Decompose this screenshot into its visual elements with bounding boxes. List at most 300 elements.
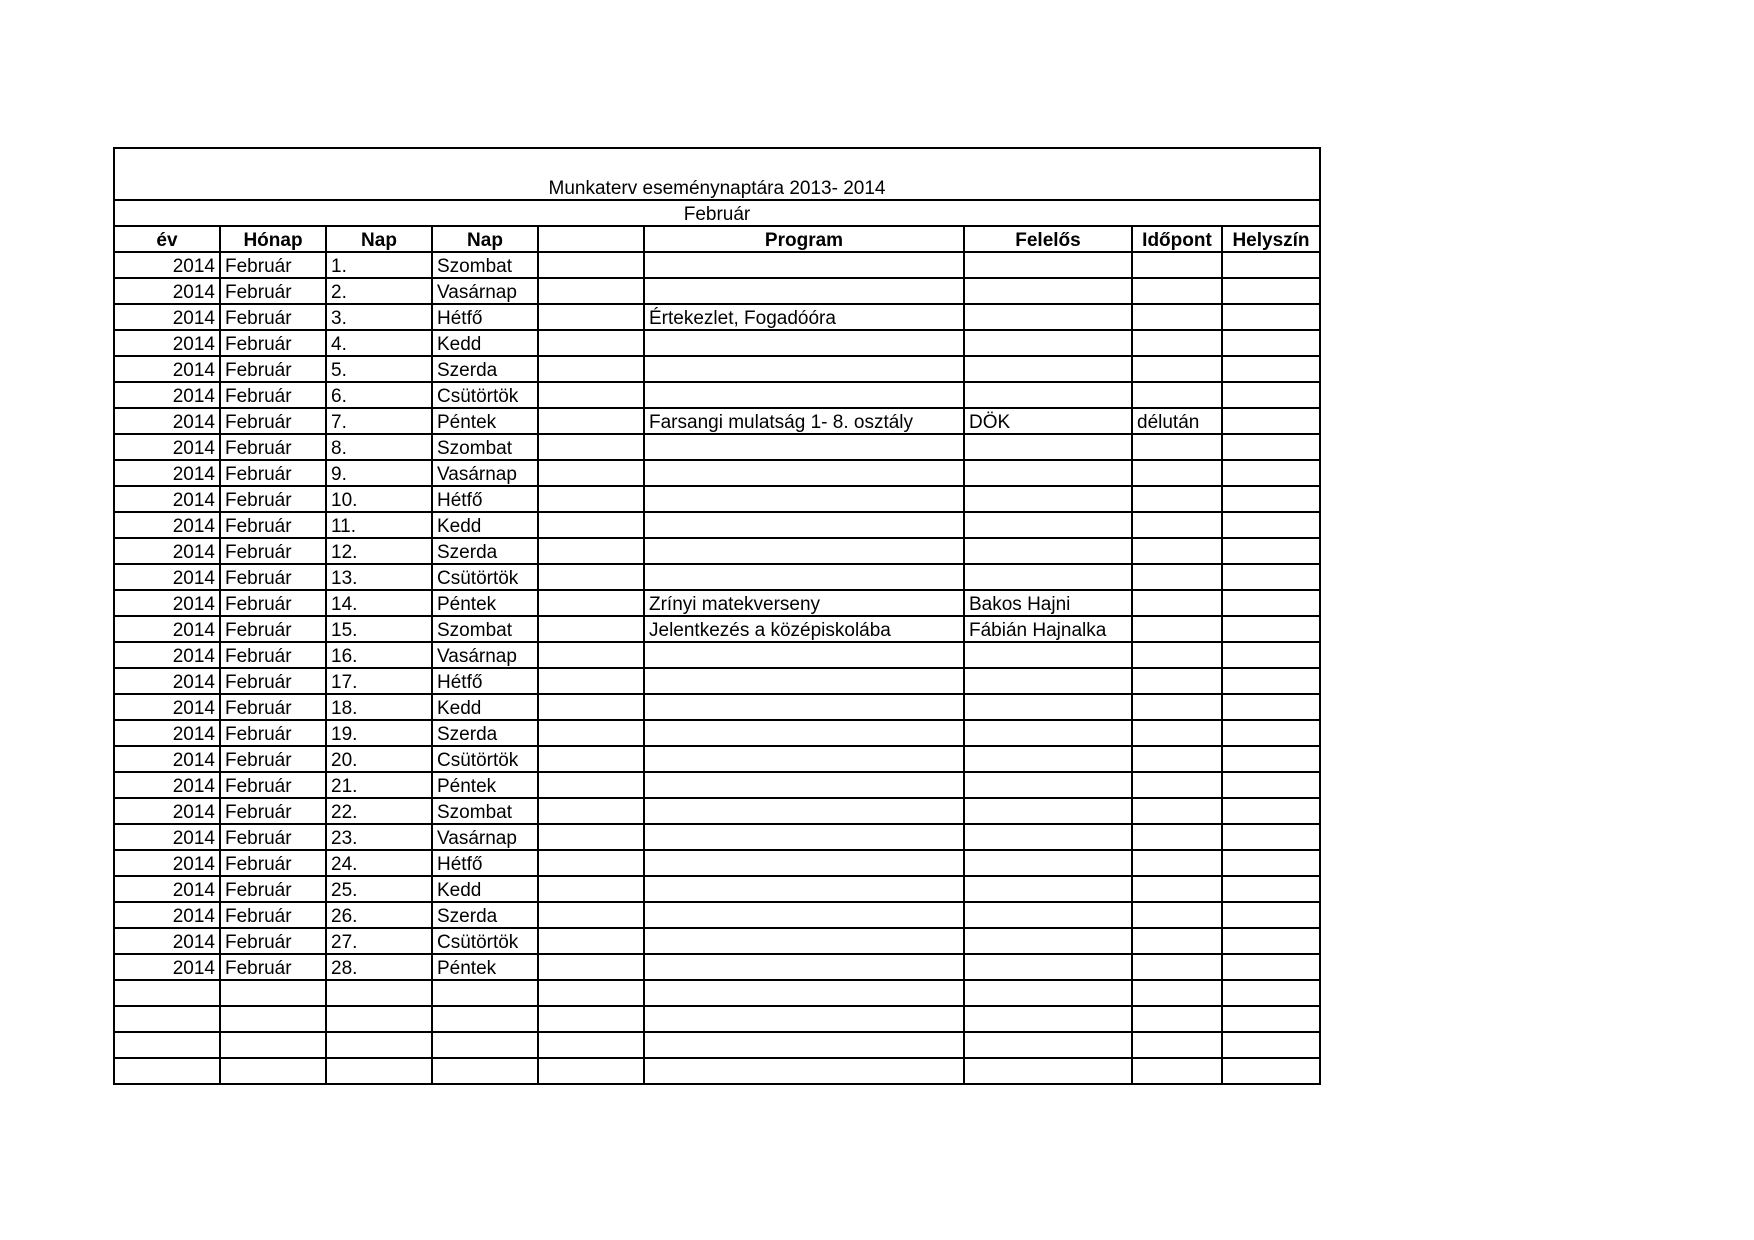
day-cell: 13. (326, 564, 432, 590)
extra-cell (538, 1032, 644, 1058)
year-cell: 2014 (114, 824, 220, 850)
program-cell (644, 954, 964, 980)
program-cell (644, 668, 964, 694)
table-row (114, 746, 1320, 772)
time-cell (1132, 902, 1222, 928)
month-cell: Február (220, 642, 326, 668)
day-cell: 15. (326, 616, 432, 642)
year-cell: 2014 (114, 382, 220, 408)
weekday-cell (432, 1032, 538, 1058)
column-header: Időpont (1132, 226, 1222, 252)
time-cell (1132, 1032, 1222, 1058)
table-row (114, 928, 1320, 954)
month-cell (220, 1006, 326, 1032)
title-row (114, 148, 1320, 200)
table-row (114, 850, 1320, 876)
location-cell (1222, 304, 1320, 330)
month-cell: Február (220, 668, 326, 694)
day-cell: 21. (326, 772, 432, 798)
table-row (114, 902, 1320, 928)
weekday-cell: Péntek (432, 772, 538, 798)
time-cell (1132, 954, 1222, 980)
weekday-cell: Szombat (432, 798, 538, 824)
weekday-cell: Kedd (432, 694, 538, 720)
location-cell (1222, 616, 1320, 642)
extra-cell (538, 278, 644, 304)
year-cell: 2014 (114, 304, 220, 330)
time-cell (1132, 538, 1222, 564)
time-cell (1132, 928, 1222, 954)
weekday-cell: Hétfő (432, 850, 538, 876)
extra-cell (538, 304, 644, 330)
event-calendar-table (113, 147, 1321, 1085)
extra-cell (538, 980, 644, 1006)
weekday-cell: Szombat (432, 434, 538, 460)
responsible-cell (964, 928, 1132, 954)
extra-cell (538, 252, 644, 278)
location-cell (1222, 1006, 1320, 1032)
location-cell (1222, 668, 1320, 694)
time-cell (1132, 876, 1222, 902)
program-cell (644, 356, 964, 382)
location-cell (1222, 824, 1320, 850)
extra-cell (538, 330, 644, 356)
weekday-cell: Szerda (432, 356, 538, 382)
responsible-cell (964, 746, 1132, 772)
program-cell (644, 928, 964, 954)
month-cell: Február (220, 850, 326, 876)
time-cell (1132, 278, 1222, 304)
location-cell (1222, 850, 1320, 876)
program-cell (644, 720, 964, 746)
year-cell: 2014 (114, 330, 220, 356)
year-cell: 2014 (114, 616, 220, 642)
time-cell (1132, 668, 1222, 694)
day-cell (326, 1058, 432, 1084)
month-cell: Február (220, 252, 326, 278)
location-cell (1222, 330, 1320, 356)
day-cell (326, 1006, 432, 1032)
table-row (114, 486, 1320, 512)
responsible-cell (964, 304, 1132, 330)
year-cell: 2014 (114, 720, 220, 746)
program-cell (644, 252, 964, 278)
table-row (114, 330, 1320, 356)
responsible-cell: Fábián Hajnalka (964, 616, 1132, 642)
day-cell: 20. (326, 746, 432, 772)
day-cell: 24. (326, 850, 432, 876)
month-cell: Február (220, 382, 326, 408)
time-cell (1132, 590, 1222, 616)
weekday-cell: Vasárnap (432, 460, 538, 486)
month-cell: Február (220, 928, 326, 954)
responsible-cell (964, 824, 1132, 850)
program-cell: Farsangi mulatság 1- 8. osztály (644, 408, 964, 434)
time-cell (1132, 434, 1222, 460)
time-cell: délután (1132, 408, 1222, 434)
program-cell (644, 746, 964, 772)
month-cell (220, 980, 326, 1006)
time-cell (1132, 746, 1222, 772)
time-cell (1132, 694, 1222, 720)
program-cell (644, 850, 964, 876)
table-row (114, 252, 1320, 278)
location-cell (1222, 928, 1320, 954)
month-cell: Február (220, 408, 326, 434)
extra-cell (538, 356, 644, 382)
program-cell (644, 772, 964, 798)
month-cell: Február (220, 772, 326, 798)
extra-cell (538, 876, 644, 902)
year-cell: 2014 (114, 486, 220, 512)
day-cell: 26. (326, 902, 432, 928)
weekday-cell: Vasárnap (432, 824, 538, 850)
extra-cell (538, 642, 644, 668)
table-row (114, 616, 1320, 642)
program-cell (644, 278, 964, 304)
day-cell: 23. (326, 824, 432, 850)
time-cell (1132, 1058, 1222, 1084)
month-cell (220, 1058, 326, 1084)
year-cell: 2014 (114, 408, 220, 434)
responsible-cell (964, 538, 1132, 564)
day-cell: 25. (326, 876, 432, 902)
extra-cell (538, 590, 644, 616)
weekday-cell: Szerda (432, 720, 538, 746)
responsible-cell (964, 460, 1132, 486)
weekday-cell: Szombat (432, 252, 538, 278)
extra-cell (538, 720, 644, 746)
year-cell: 2014 (114, 928, 220, 954)
program-cell (644, 980, 964, 1006)
responsible-cell (964, 1058, 1132, 1084)
extra-cell (538, 772, 644, 798)
day-cell: 5. (326, 356, 432, 382)
year-cell (114, 1006, 220, 1032)
location-cell (1222, 512, 1320, 538)
program-cell (644, 382, 964, 408)
year-cell: 2014 (114, 642, 220, 668)
extra-cell (538, 512, 644, 538)
extra-cell (538, 616, 644, 642)
year-cell: 2014 (114, 590, 220, 616)
column-header: Helyszín (1222, 226, 1320, 252)
responsible-cell: Bakos Hajni (964, 590, 1132, 616)
program-cell (644, 460, 964, 486)
year-cell: 2014 (114, 434, 220, 460)
month-cell: Február (220, 278, 326, 304)
day-cell: 1. (326, 252, 432, 278)
day-cell: 22. (326, 798, 432, 824)
table-row (114, 408, 1320, 434)
month-cell: Február (220, 434, 326, 460)
program-cell (644, 1058, 964, 1084)
time-cell (1132, 642, 1222, 668)
responsible-cell (964, 382, 1132, 408)
weekday-cell: Hétfő (432, 486, 538, 512)
responsible-cell (964, 954, 1132, 980)
table-row (114, 1058, 1320, 1084)
time-cell (1132, 850, 1222, 876)
sheet-title: Munkaterv eseménynaptára 2013- 2014 (114, 148, 1320, 200)
day-cell: 28. (326, 954, 432, 980)
program-cell (644, 330, 964, 356)
table-row (114, 720, 1320, 746)
location-cell (1222, 252, 1320, 278)
weekday-cell: Csütörtök (432, 564, 538, 590)
month-cell: Február (220, 798, 326, 824)
location-cell (1222, 954, 1320, 980)
weekday-cell: Vasárnap (432, 642, 538, 668)
table-row (114, 1032, 1320, 1058)
month-cell: Február (220, 876, 326, 902)
extra-cell (538, 850, 644, 876)
year-cell: 2014 (114, 772, 220, 798)
extra-cell (538, 434, 644, 460)
weekday-cell: Hétfő (432, 304, 538, 330)
weekday-cell: Szombat (432, 616, 538, 642)
month-cell: Február (220, 460, 326, 486)
header-row (114, 226, 1320, 252)
year-cell: 2014 (114, 954, 220, 980)
responsible-cell (964, 330, 1132, 356)
responsible-cell (964, 850, 1132, 876)
table-row (114, 278, 1320, 304)
table-row (114, 694, 1320, 720)
time-cell (1132, 382, 1222, 408)
time-cell (1132, 512, 1222, 538)
month-cell: Február (220, 746, 326, 772)
year-cell: 2014 (114, 876, 220, 902)
table-row (114, 1006, 1320, 1032)
weekday-cell (432, 1058, 538, 1084)
time-cell (1132, 720, 1222, 746)
table-row (114, 356, 1320, 382)
responsible-cell (964, 798, 1132, 824)
responsible-cell (964, 902, 1132, 928)
extra-cell (538, 408, 644, 434)
program-cell: Jelentkezés a középiskolába (644, 616, 964, 642)
table-row (114, 382, 1320, 408)
day-cell: 19. (326, 720, 432, 746)
month-cell: Február (220, 590, 326, 616)
weekday-cell: Vasárnap (432, 278, 538, 304)
location-cell (1222, 382, 1320, 408)
day-cell (326, 980, 432, 1006)
year-cell: 2014 (114, 564, 220, 590)
location-cell (1222, 1058, 1320, 1084)
weekday-cell: Péntek (432, 408, 538, 434)
weekday-cell: Csütörtök (432, 928, 538, 954)
weekday-cell (432, 1006, 538, 1032)
time-cell (1132, 304, 1222, 330)
table-row (114, 954, 1320, 980)
month-cell (220, 1032, 326, 1058)
time-cell (1132, 460, 1222, 486)
year-cell: 2014 (114, 850, 220, 876)
column-header: Hónap (220, 226, 326, 252)
extra-cell (538, 694, 644, 720)
year-cell (114, 980, 220, 1006)
extra-cell (538, 824, 644, 850)
month-cell: Február (220, 512, 326, 538)
month-cell: Február (220, 486, 326, 512)
weekday-cell: Csütörtök (432, 382, 538, 408)
time-cell (1132, 564, 1222, 590)
extra-cell (538, 382, 644, 408)
extra-cell (538, 954, 644, 980)
program-cell (644, 538, 964, 564)
location-cell (1222, 460, 1320, 486)
table-row (114, 538, 1320, 564)
program-cell (644, 642, 964, 668)
location-cell (1222, 694, 1320, 720)
program-cell (644, 564, 964, 590)
time-cell (1132, 486, 1222, 512)
year-cell: 2014 (114, 668, 220, 694)
year-cell: 2014 (114, 252, 220, 278)
month-cell: Február (220, 902, 326, 928)
day-cell: 14. (326, 590, 432, 616)
month-cell: Február (220, 356, 326, 382)
program-cell: Zrínyi matekverseny (644, 590, 964, 616)
month-cell: Február (220, 304, 326, 330)
column-header: Felelős (964, 226, 1132, 252)
extra-cell (538, 1006, 644, 1032)
month-cell: Február (220, 824, 326, 850)
extra-cell (538, 746, 644, 772)
day-cell: 12. (326, 538, 432, 564)
weekday-cell: Kedd (432, 512, 538, 538)
weekday-cell: Szerda (432, 902, 538, 928)
location-cell (1222, 902, 1320, 928)
table-row (114, 642, 1320, 668)
year-cell: 2014 (114, 694, 220, 720)
location-cell (1222, 772, 1320, 798)
time-cell (1132, 1006, 1222, 1032)
program-cell (644, 694, 964, 720)
time-cell (1132, 252, 1222, 278)
responsible-cell (964, 252, 1132, 278)
location-cell (1222, 798, 1320, 824)
year-cell: 2014 (114, 278, 220, 304)
weekday-cell: Hétfő (432, 668, 538, 694)
responsible-cell (964, 772, 1132, 798)
location-cell (1222, 980, 1320, 1006)
extra-cell (538, 538, 644, 564)
time-cell (1132, 772, 1222, 798)
responsible-cell (964, 486, 1132, 512)
table-row (114, 304, 1320, 330)
program-cell (644, 902, 964, 928)
column-header: Nap (326, 226, 432, 252)
day-cell: 2. (326, 278, 432, 304)
extra-cell (538, 928, 644, 954)
month-cell: Február (220, 538, 326, 564)
day-cell: 9. (326, 460, 432, 486)
table-row (114, 564, 1320, 590)
month-cell: Február (220, 564, 326, 590)
extra-cell (538, 1058, 644, 1084)
day-cell (326, 1032, 432, 1058)
extra-cell (538, 798, 644, 824)
year-cell (114, 1058, 220, 1084)
responsible-cell (964, 876, 1132, 902)
table-row (114, 460, 1320, 486)
month-cell: Február (220, 694, 326, 720)
weekday-cell: Csütörtök (432, 746, 538, 772)
table-row (114, 434, 1320, 460)
day-cell: 11. (326, 512, 432, 538)
weekday-cell (432, 980, 538, 1006)
day-cell: 17. (326, 668, 432, 694)
month-cell: Február (220, 330, 326, 356)
weekday-cell: Szerda (432, 538, 538, 564)
year-cell (114, 1032, 220, 1058)
extra-cell (538, 564, 644, 590)
column-header: Nap (432, 226, 538, 252)
location-cell (1222, 408, 1320, 434)
year-cell: 2014 (114, 356, 220, 382)
day-cell: 6. (326, 382, 432, 408)
program-cell (644, 876, 964, 902)
responsible-cell (964, 720, 1132, 746)
program-cell (644, 512, 964, 538)
program-cell: Értekezlet, Fogadóóra (644, 304, 964, 330)
location-cell (1222, 434, 1320, 460)
table-row (114, 980, 1320, 1006)
column-header (538, 226, 644, 252)
month-row (114, 200, 1320, 226)
day-cell: 7. (326, 408, 432, 434)
program-cell (644, 1032, 964, 1058)
location-cell (1222, 486, 1320, 512)
day-cell: 4. (326, 330, 432, 356)
responsible-cell (964, 1006, 1132, 1032)
location-cell (1222, 876, 1320, 902)
year-cell: 2014 (114, 512, 220, 538)
location-cell (1222, 564, 1320, 590)
program-cell (644, 434, 964, 460)
table-row (114, 668, 1320, 694)
extra-cell (538, 902, 644, 928)
responsible-cell (964, 564, 1132, 590)
extra-cell (538, 460, 644, 486)
responsible-cell (964, 1032, 1132, 1058)
time-cell (1132, 616, 1222, 642)
day-cell: 18. (326, 694, 432, 720)
table-row (114, 772, 1320, 798)
extra-cell (538, 486, 644, 512)
column-header: év (114, 226, 220, 252)
month-cell: Február (220, 720, 326, 746)
time-cell (1132, 798, 1222, 824)
time-cell (1132, 980, 1222, 1006)
responsible-cell (964, 642, 1132, 668)
program-cell (644, 824, 964, 850)
table-row (114, 512, 1320, 538)
location-cell (1222, 746, 1320, 772)
time-cell (1132, 824, 1222, 850)
location-cell (1222, 278, 1320, 304)
table-row (114, 590, 1320, 616)
day-cell: 10. (326, 486, 432, 512)
location-cell (1222, 642, 1320, 668)
month-title: Február (114, 200, 1320, 226)
program-cell (644, 798, 964, 824)
year-cell: 2014 (114, 798, 220, 824)
weekday-cell: Péntek (432, 954, 538, 980)
